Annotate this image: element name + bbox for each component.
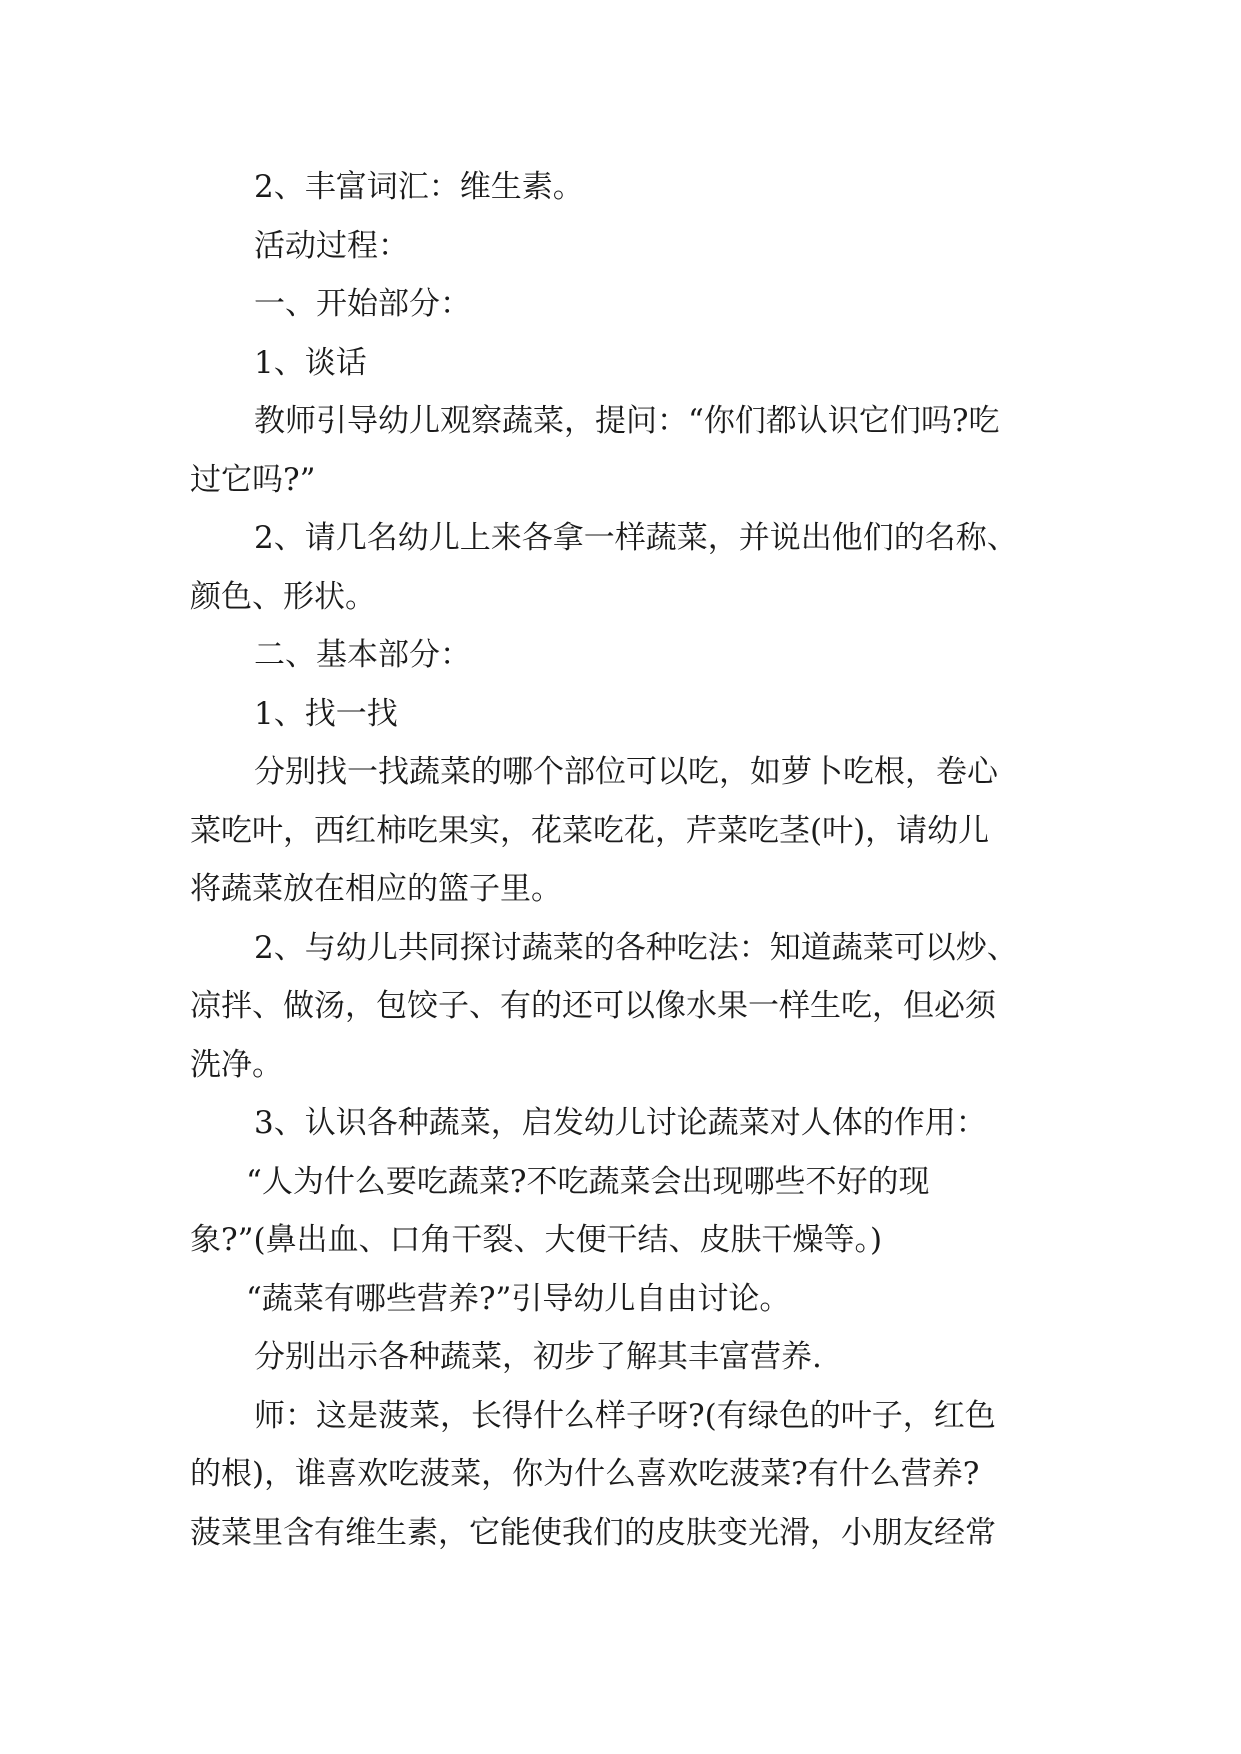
text-line: 菜吃叶，西红柿吃果实，花菜吃花，芹菜吃茎(叶)，请幼儿 <box>190 812 990 849</box>
text-line-vocabulary: 2、丰富词汇：维生素。 <box>254 169 584 205</box>
text-line: 教师引导幼儿观察蔬菜，提问：“你们都认识它们吗?吃 <box>254 403 1000 439</box>
subheading-talk: 1、谈话 <box>254 344 367 381</box>
text-line: 师：这是菠菜，长得什么样子呀?(有绿色的叶子，红色 <box>254 1397 996 1434</box>
subheading-find: 1、找一找 <box>254 695 398 732</box>
section-heading-start: 一、开始部分： <box>254 286 471 322</box>
section-heading-basic: 二、基本部分： <box>254 637 471 673</box>
text-line: 凉拌、做汤，包饺子、有的还可以像水果一样生吃，但必须 <box>190 988 996 1024</box>
document-body <box>190 158 1060 1562</box>
text-line: 3、认识各种蔬菜，启发幼儿讨论蔬菜对人体的作用： <box>254 1105 987 1141</box>
text-line: 菠菜里含有维生素，它能使我们的皮肤变光滑，小朋友经常 <box>190 1514 996 1551</box>
text-line: 将蔬菜放在相应的篮子里。 <box>190 871 562 907</box>
text-line-quote: “人为什么要吃蔬菜?不吃蔬菜会出现哪些不好的现 <box>246 1163 930 1200</box>
text-line: 分别出示各种蔬菜，初步了解其丰富营养. <box>254 1339 822 1375</box>
section-heading-process: 活动过程： <box>254 227 409 264</box>
text-line: 颜色、形状。 <box>190 578 376 615</box>
text-line: 洗净。 <box>190 1046 283 1083</box>
text-line: 2、与幼儿共同探讨蔬菜的各种吃法：知道蔬菜可以炒、 <box>254 929 1018 966</box>
text-line: 象?”(鼻出血、口角干裂、大便干结、皮肤干燥等。) <box>190 1222 883 1258</box>
text-line: 过它吗?” <box>190 461 316 498</box>
text-line: 2、请几名幼儿上来各拿一样蔬菜，并说出他们的名称、 <box>254 520 1018 556</box>
text-line: 的根)，谁喜欢吃菠菜，你为什么喜欢吃菠菜?有什么营养? <box>190 1456 980 1492</box>
text-line: 分别找一找蔬菜的哪个部位可以吃，如萝卜吃根，卷心 <box>254 754 998 790</box>
text-line-quote: “蔬菜有哪些营养?”引导幼儿自由讨论。 <box>246 1280 791 1317</box>
